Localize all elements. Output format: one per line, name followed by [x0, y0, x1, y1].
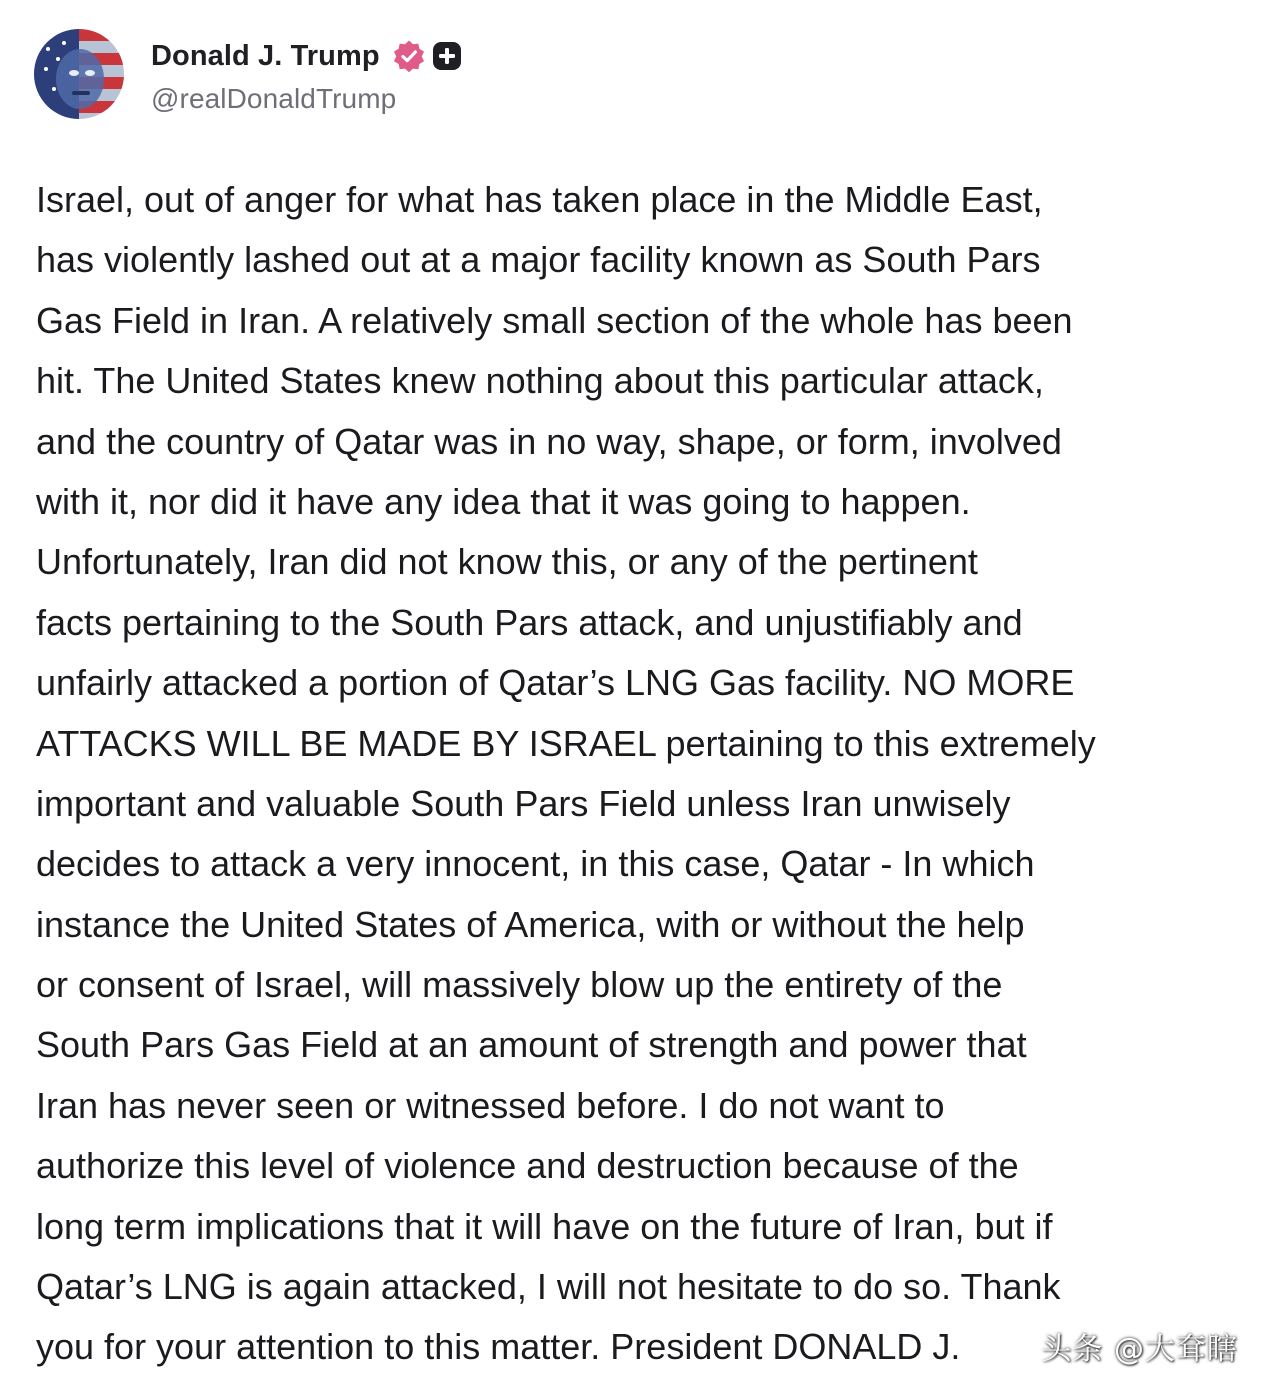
avatar[interactable] — [34, 29, 124, 119]
post-body-line: Unfortunately, Iran did not know this, or any of the pertinent — [36, 541, 978, 583]
post-body-line: Gas Field in Iran. A relatively small section of the whole has been — [36, 299, 1073, 341]
post-body-line: ATTACKS WILL BE MADE BY ISRAEL pertaining to this extremely — [36, 722, 1096, 764]
post-body-line: long term implications that it will have on the future of Iran, but if — [36, 1205, 1053, 1247]
post-body-line: authorize this level of violence and destruction because of the — [36, 1145, 1019, 1187]
author-name-row — [151, 33, 462, 79]
post-body-line: unfairly attacked a portion of Qatar’s LNG Gas facility. NO MORE — [36, 662, 1075, 704]
author-identity — [151, 33, 462, 115]
post-body-line: hit. The United States knew nothing about this particular attack, — [36, 360, 1044, 402]
post-body-line: important and valuable South Pars Field unless Iran unwisely — [36, 782, 1011, 824]
post-body-line: or consent of Israel, will massively blow up the entirety of the — [36, 964, 1003, 1006]
watermark-text: 头条 @大耷瞎 — [1041, 1332, 1238, 1367]
author-display-name[interactable]: Donald J. Trump — [151, 39, 380, 72]
post-body-line: facts pertaining to the South Pars attack, and unjustifiably and — [36, 601, 1023, 643]
post-body-line: Iran has never seen or witnessed before. I do not want to — [36, 1084, 945, 1126]
verified-badge-icon — [392, 39, 426, 73]
author-handle[interactable]: @realDonaldTrump — [151, 83, 397, 114]
post-body-line: decides to attack a very innocent, in this case, Qatar - In which — [36, 843, 1035, 885]
post-body-line: Qatar’s LNG is again attacked, I will not hesitate to do so. Thank — [36, 1266, 1061, 1308]
post-body-line: South Pars Gas Field at an amount of strength and power that — [36, 1024, 1027, 1066]
post-body-line: with it, nor did it have any idea that it was going to happen. — [36, 480, 971, 522]
avatar-image — [34, 29, 124, 119]
post-body-line: Israel, out of anger for what has taken place in the Middle East, — [36, 179, 1043, 220]
plus-badge-icon — [432, 41, 462, 71]
post-body-line: instance the United States of America, with or without the help — [36, 903, 1025, 945]
post-body-line: has violently lashed out at a major facility known as South Pars — [36, 239, 1041, 281]
post-body-line: you for your attention to this matter. President DONALD J. — [36, 1326, 961, 1368]
post-body-line: and the country of Qatar was in no way, shape, or form, involved — [36, 420, 1062, 462]
post-header — [34, 28, 462, 120]
post-body-text — [36, 170, 1236, 1378]
